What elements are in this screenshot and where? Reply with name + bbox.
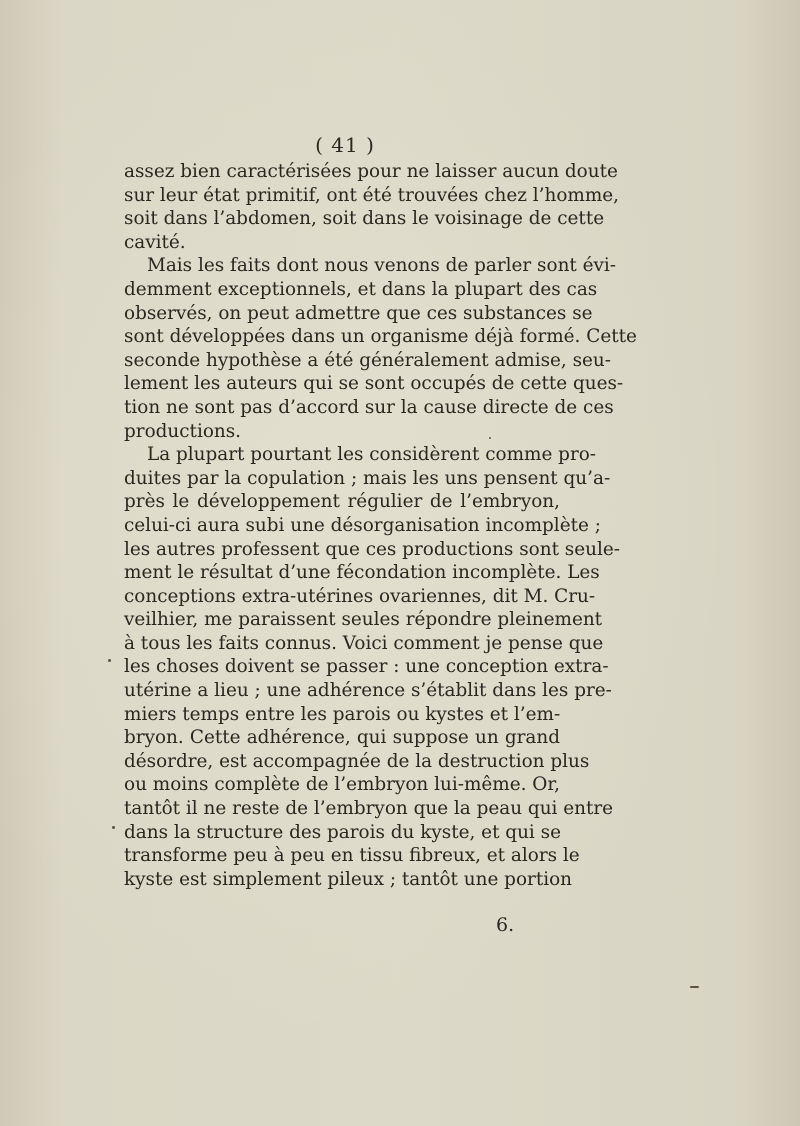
- text-line: transforme peu à peu en tissu fibreux, et alors le: [124, 845, 580, 867]
- page-number-header: [0, 133, 800, 157]
- text-line: duites par la copulation ; mais les uns pensent qu’a-: [124, 467, 611, 489]
- text-line: les autres professent que ces productions sont seule-: [124, 538, 620, 560]
- text-line: miers temps entre les parois ou kystes et l’em-: [124, 703, 561, 725]
- text-line: conceptions extra-utérines ovariennes, dit M. Cru-: [124, 585, 596, 607]
- text-line: cavité.: [124, 231, 186, 253]
- text-line: utérine a lieu ; une adhérence s’établit dans les pre-: [124, 680, 612, 702]
- text-line: veilhier, me paraissent seules répondre pleinement: [124, 609, 603, 631]
- text-line: à tous les faits connus. Voici comment je pense que: [124, 632, 604, 654]
- text-line: dans la structure des parois du kyste, et qui se: [124, 821, 561, 843]
- text-line: désordre, est accompagnée de la destruction plus: [124, 750, 590, 772]
- text-line: ou moins complète de l’embryon lui-même. Or,: [124, 774, 560, 796]
- text-line: productions.: [124, 420, 242, 442]
- page-blemish: [489, 437, 491, 439]
- page-blemish: [108, 659, 111, 662]
- text-line: celui-ci aura subi une désorganisation incomplète ;: [124, 514, 601, 536]
- body-text: [124, 160, 637, 891]
- text-line: soit dans l’abdomen, soit dans le voisinage de cette: [124, 208, 605, 230]
- text-line: lement les auteurs qui se sont occupés de cette ques-: [124, 373, 624, 395]
- signature-mark: 6.: [496, 914, 515, 936]
- text-line: seconde hypothèse a été généralement admise, seu-: [124, 349, 611, 371]
- text-line: assez bien caractérisées pour ne laisser aucun doute: [124, 161, 618, 182]
- text-line: sur leur état primitif, ont été trouvées chez l’homme,: [124, 184, 620, 206]
- text-line: sont développées dans un organisme déjà formé. Cette: [124, 326, 637, 348]
- text-line: ment le résultat d’une fécondation incomplète. Les: [124, 562, 600, 584]
- text-line: les choses doivent se passer : une conception extra-: [124, 656, 609, 678]
- text-line: près le développement régulier de l’embryon,: [124, 491, 560, 513]
- text-line: bryon. Cette adhérence, qui suppose un grand: [124, 727, 560, 749]
- text-line: Mais les faits dont nous venons de parler sont évi-: [147, 255, 617, 277]
- text-line: tion ne sont pas d’accord sur la cause directe de ces: [124, 396, 614, 418]
- text-line: kyste est simplement pileux ; tantôt une portion: [124, 868, 573, 890]
- text-line: demment exceptionnels, et dans la plupart des cas: [124, 278, 598, 300]
- page-blemish: [112, 826, 115, 829]
- page-number: ( 41 ): [315, 133, 375, 157]
- text-line: observés, on peut admettre que ces substances se: [124, 302, 593, 324]
- page-blemish: [690, 986, 699, 988]
- text-line: tantôt il ne reste de l’embryon que la peau qui entre: [124, 798, 614, 820]
- text-line: La plupart pourtant les considèrent comme pro-: [147, 444, 597, 466]
